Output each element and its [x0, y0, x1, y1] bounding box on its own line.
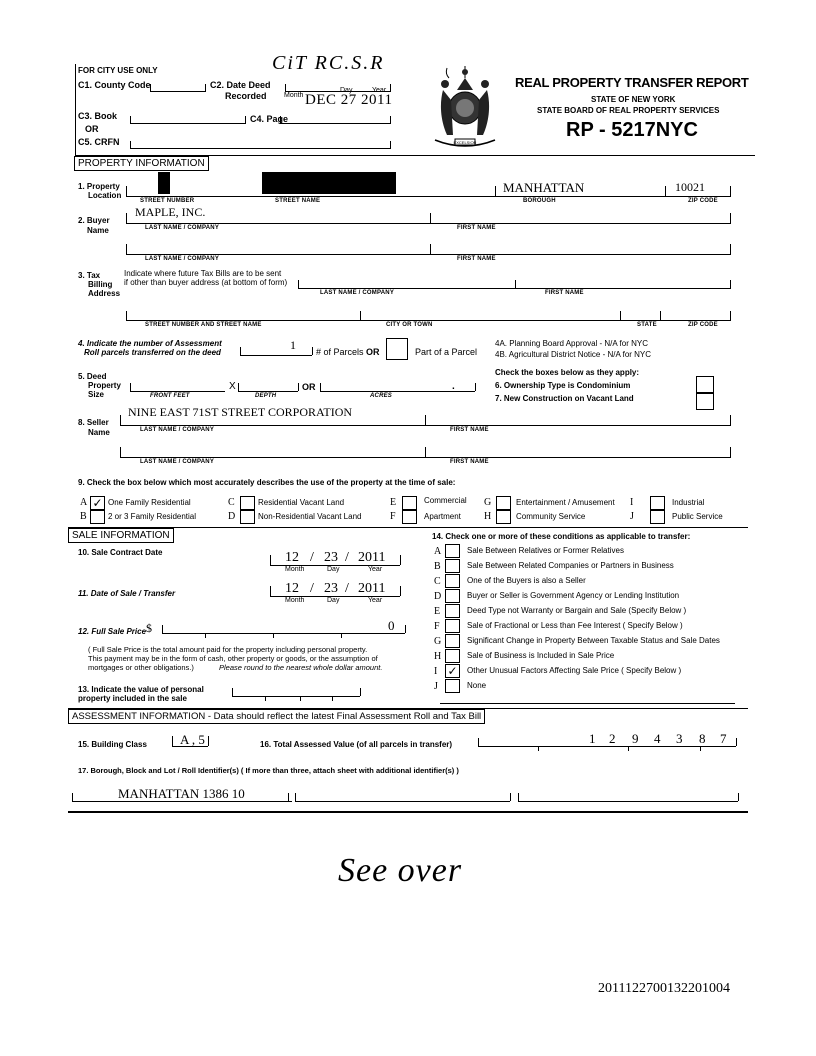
use-d-letter: D: [228, 511, 236, 522]
parcels-label-2: Roll parcels transferred on the deed: [84, 348, 221, 357]
use-j-label: Public Service: [672, 512, 723, 521]
cond-d-letter: D: [434, 591, 442, 602]
use-j-letter: J: [630, 511, 634, 522]
property-use-label: 9. Check the box below which most accurately describes the use of the property at the time of sale:: [78, 478, 456, 487]
borough-value: MANHATTAN: [503, 180, 585, 195]
use-a-letter: A: [80, 497, 88, 508]
cond-e-label: Deed Type not Warranty or Bargain and Sale (Specify Below ): [467, 606, 687, 615]
use-i-label: Industrial: [672, 498, 705, 507]
price-note-4: Please round to the nearest whole dollar amount.: [219, 663, 383, 672]
buyer-last-caption: LAST NAME / COMPANY: [145, 225, 220, 231]
full-sale-price-label: 12. Full Sale Price: [78, 627, 147, 636]
document-id: 2011122700132201004: [598, 981, 730, 996]
crfn-label: C5. CRFN: [78, 137, 120, 147]
date-recorded-label: Recorded: [225, 91, 267, 101]
cond-d-checkbox[interactable]: [445, 589, 460, 603]
use-h-label: Community Service: [516, 512, 586, 521]
use-c-letter: C: [228, 497, 235, 508]
contract-day-caption: Day: [327, 566, 340, 573]
street-number-name-caption: STREET NUMBER AND STREET NAME: [145, 322, 262, 328]
assessed-digit-4: 4: [654, 731, 661, 746]
zip-caption: ZIP CODE: [688, 198, 718, 204]
use-c-label: Residential Vacant Land: [258, 498, 345, 507]
cond-d-label: Buyer or Seller is Government Agency or Lending Institution: [467, 591, 680, 600]
cond-j-checkbox[interactable]: [445, 679, 460, 693]
cond-g-checkbox[interactable]: [445, 634, 460, 648]
buyer2-first-caption: FIRST NAME: [457, 256, 496, 262]
cond-b-checkbox[interactable]: [445, 559, 460, 573]
form-number: RP - 5217NYC: [566, 119, 698, 141]
use-g-label: Entertainment / Amusement: [516, 498, 615, 507]
cond-g-label: Significant Change in Property Between Taxable Status and Sale Dates: [467, 636, 720, 645]
bbl-label: 17. Borough, Block and Lot / Roll Identifier(s) ( If more than three, attach sheet with additional identifier(s) ): [78, 766, 459, 775]
seller-label-2: Name: [88, 428, 110, 437]
billing-first-caption: FIRST NAME: [545, 290, 584, 296]
buyer-label: 2. Buyer: [78, 216, 110, 225]
contract-year: 2011: [358, 550, 386, 565]
page-label: C4. Page: [250, 114, 289, 124]
sale-day-caption: Day: [327, 597, 340, 604]
building-class-value: A , 5: [180, 732, 205, 747]
use-i-letter: I: [630, 497, 634, 508]
condominium-checkbox[interactable]: [696, 376, 714, 393]
use-g-checkbox[interactable]: [496, 496, 511, 510]
conditions-label: 14. Check one or more of these conditions as applicable to transfer:: [432, 532, 691, 541]
use-e-label: Commercial: [424, 496, 467, 505]
cond-b-letter: B: [434, 561, 441, 572]
buyer-label-2: Name: [87, 226, 109, 235]
buyer-name-1: MAPLE, INC.: [135, 205, 206, 219]
cond-j-letter: J: [434, 681, 438, 692]
building-class-label: 15. Building Class: [78, 740, 147, 749]
assessed-digit-3: 9: [632, 731, 639, 746]
tax-billing-label-3: Address: [88, 289, 121, 298]
depth-caption: DEPTH: [255, 393, 277, 399]
cond-a-checkbox[interactable]: [445, 544, 460, 558]
use-b-label: 2 or 3 Family Residential: [108, 512, 197, 521]
handwritten-top-note: CiT RC.S.R: [272, 52, 385, 74]
deed-label-3: Size: [88, 390, 105, 399]
parcels-label: 4. Indicate the number of Assessment: [78, 339, 222, 348]
tax-billing-note-2: if other than buyer address (at bottom of form): [124, 278, 288, 287]
use-h-letter: H: [484, 511, 492, 522]
use-d-label: Non-Residential Vacant Land: [258, 512, 362, 521]
new-construction-label: 7. New Construction on Vacant Land: [495, 394, 634, 403]
part-of-parcel-label: Part of a Parcel: [415, 347, 478, 357]
seller-last-caption: LAST NAME / COMPANY: [140, 427, 215, 433]
use-e-checkbox[interactable]: [402, 496, 417, 510]
cond-a-letter: A: [434, 546, 442, 557]
handwritten-see-over: See over: [338, 852, 463, 889]
dollar-sign: $: [146, 621, 152, 635]
cond-b-label: Sale Between Related Companies or Partners in Business: [467, 561, 674, 570]
tax-billing-label-2: Billing: [88, 280, 113, 289]
personal-property-label-2: property included in the sale: [78, 694, 187, 703]
seller-label: 8. Seller: [78, 418, 109, 427]
check-mark-icon: ✓: [447, 664, 458, 678]
tax-billing-label: 3. Tax: [78, 271, 101, 280]
parcels-value: 1: [290, 338, 296, 352]
cond-e-checkbox[interactable]: [445, 604, 460, 618]
redaction-street-number: [158, 172, 170, 194]
parcels-or: OR: [366, 347, 380, 357]
front-feet-caption: FRONT FEET: [150, 393, 190, 399]
sale-contract-date-label: 10. Sale Contract Date: [78, 548, 163, 557]
sale-year: 2011: [358, 581, 386, 596]
sale-info-section: SALE INFORMATION: [68, 528, 174, 543]
use-c-checkbox[interactable]: [240, 496, 255, 510]
borough-caption: BOROUGH: [523, 198, 556, 204]
cond-a-label: Sale Between Relatives or Former Relatives: [467, 546, 624, 555]
zip-value: 10021: [675, 180, 705, 194]
book-label: C3. Book: [78, 111, 118, 121]
deed-label-2: Property: [88, 381, 121, 390]
contract-day: 23: [324, 550, 338, 565]
cond-f-label: Sale of Fractional or Less than Fee Interest ( Specify Below ): [467, 621, 683, 630]
street-name-caption: STREET NAME: [275, 198, 321, 204]
city-use-label: FOR CITY USE ONLY: [78, 66, 158, 75]
cond-c-label: One of the Buyers is also a Seller: [467, 576, 586, 585]
bbl-value: MANHATTAN 1386 10: [118, 786, 245, 801]
recorded-date-stamp: DEC 27 2011: [305, 92, 393, 108]
assessment-info-section: ASSESSMENT INFORMATION - Data should reflect the latest Final Assessment Roll and Tax Bill: [68, 709, 485, 724]
form-title: REAL PROPERTY TRANSFER REPORT: [515, 75, 749, 90]
seal-motto: EXCELSIOR: [453, 140, 477, 145]
or-label: OR: [85, 124, 99, 134]
use-h-checkbox[interactable]: [496, 510, 511, 524]
buyer-first-caption: FIRST NAME: [457, 225, 496, 231]
contract-month-caption: Month: [285, 566, 305, 573]
assessed-value-label: 16. Total Assessed Value (of all parcels in transfer): [260, 740, 453, 749]
x-separator: X: [229, 381, 236, 392]
state-name: STATE OF NEW YORK: [591, 95, 676, 104]
contract-year-caption: Year: [368, 566, 383, 573]
use-j-checkbox[interactable]: [650, 510, 665, 524]
price-note-2: This payment may be in the form of cash, other property or goods, or the assumption of: [88, 654, 378, 663]
use-g-letter: G: [484, 497, 492, 508]
state-caption: STATE: [637, 322, 657, 328]
cond-h-label: Sale of Business is Included in Sale Price: [467, 651, 615, 660]
deed-month-label: Month: [284, 92, 304, 99]
assessed-digit-1: 1: [589, 731, 596, 746]
seller-first-caption: FIRST NAME: [450, 427, 489, 433]
sale-price-value: 0: [388, 618, 395, 633]
use-b-letter: B: [80, 511, 87, 522]
price-note-3: mortgages or other obligations.): [88, 663, 194, 672]
seller-name-1: NINE EAST 71ST STREET CORPORATION: [128, 405, 353, 419]
sale-day: 23: [324, 581, 338, 596]
tax-billing-note-1: Indicate where future Tax Bills are to be sent: [124, 269, 282, 278]
sale-month-caption: Month: [285, 597, 305, 604]
property-location-label: 1. Property: [78, 182, 120, 191]
personal-property-label: 13. Indicate the value of personal: [78, 685, 204, 694]
price-note-1: ( Full Sale Price is the total amount paid for the property including personal property.: [88, 645, 368, 654]
cond-c-letter: C: [434, 576, 441, 587]
street-number-caption: STREET NUMBER: [140, 198, 195, 204]
sale-month: 12: [285, 581, 299, 596]
assessed-digit-2: 2: [609, 731, 616, 746]
assessed-digit-7: 7: [720, 731, 727, 746]
cond-i-checkbox[interactable]: [445, 664, 460, 678]
check-apply-label: Check the boxes below as they apply:: [495, 368, 640, 377]
cond-g-letter: G: [434, 636, 442, 647]
billing-zip-caption: ZIP CODE: [688, 322, 718, 328]
cond-j-label: None: [467, 681, 487, 690]
seller2-last-caption: LAST NAME / COMPANY: [140, 459, 215, 465]
deed-year-label: Year: [372, 87, 387, 94]
use-f-label: Apartment: [424, 512, 461, 521]
cond-c-checkbox[interactable]: [445, 574, 460, 588]
deed-or: OR: [302, 382, 316, 392]
agricultural-note: 4B. Agricultural District Notice - N/A for NYC: [495, 350, 652, 359]
property-location-label-2: Location: [88, 191, 122, 200]
use-f-letter: F: [390, 511, 396, 522]
cond-i-letter: I: [434, 666, 438, 677]
cond-h-checkbox[interactable]: [445, 649, 460, 663]
date-of-sale-label: 11. Date of Sale / Transfer: [78, 589, 176, 598]
cond-f-checkbox[interactable]: [445, 619, 460, 633]
buyer2-last-caption: LAST NAME / COMPANY: [145, 256, 220, 262]
use-d-checkbox[interactable]: [240, 510, 255, 524]
condominium-label: 6. Ownership Type is Condominium: [495, 381, 631, 390]
acres-caption: ACRES: [370, 393, 393, 399]
sale-year-caption: Year: [368, 597, 383, 604]
use-b-checkbox[interactable]: [90, 510, 105, 524]
city-town-caption: CITY OR TOWN: [386, 322, 433, 328]
redaction-street-name: [262, 172, 396, 194]
board-name: STATE BOARD OF REAL PROPERTY SERVICES: [537, 106, 720, 115]
part-of-parcel-checkbox[interactable]: [386, 338, 408, 360]
contract-month: 12: [285, 550, 299, 565]
cond-h-letter: H: [434, 651, 442, 662]
deed-label: 5. Deed: [78, 372, 107, 381]
planning-board-note: 4A. Planning Board Approval - N/A for NYC: [495, 339, 648, 348]
billing-last-caption: LAST NAME / COMPANY: [320, 290, 395, 296]
use-a-label: One Family Residential: [108, 498, 191, 507]
assessed-digit-5: 3: [676, 731, 683, 746]
new-york-state-seal-icon: [425, 60, 505, 148]
use-e-letter: E: [390, 497, 397, 508]
county-code-label: C1. County Code: [78, 80, 151, 90]
use-a-checkbox[interactable]: [90, 496, 105, 510]
property-info-section: PROPERTY INFORMATION: [74, 156, 209, 171]
seller2-first-caption: FIRST NAME: [450, 459, 489, 465]
use-i-checkbox[interactable]: [650, 496, 665, 510]
new-construction-checkbox[interactable]: [696, 393, 714, 410]
use-f-checkbox[interactable]: [402, 510, 417, 524]
cond-i-label: Other Unusual Factors Affecting Sale Price ( Specify Below ): [467, 666, 682, 675]
parcels-caption: # of Parcels: [316, 347, 364, 357]
cond-e-letter: E: [434, 606, 441, 617]
cond-f-letter: F: [434, 621, 440, 632]
check-mark-icon: ✓: [92, 496, 103, 510]
date-deed-label: C2. Date Deed: [210, 80, 271, 90]
assessed-digit-6: 8: [699, 731, 706, 746]
deed-day-label: Day: [340, 87, 353, 94]
